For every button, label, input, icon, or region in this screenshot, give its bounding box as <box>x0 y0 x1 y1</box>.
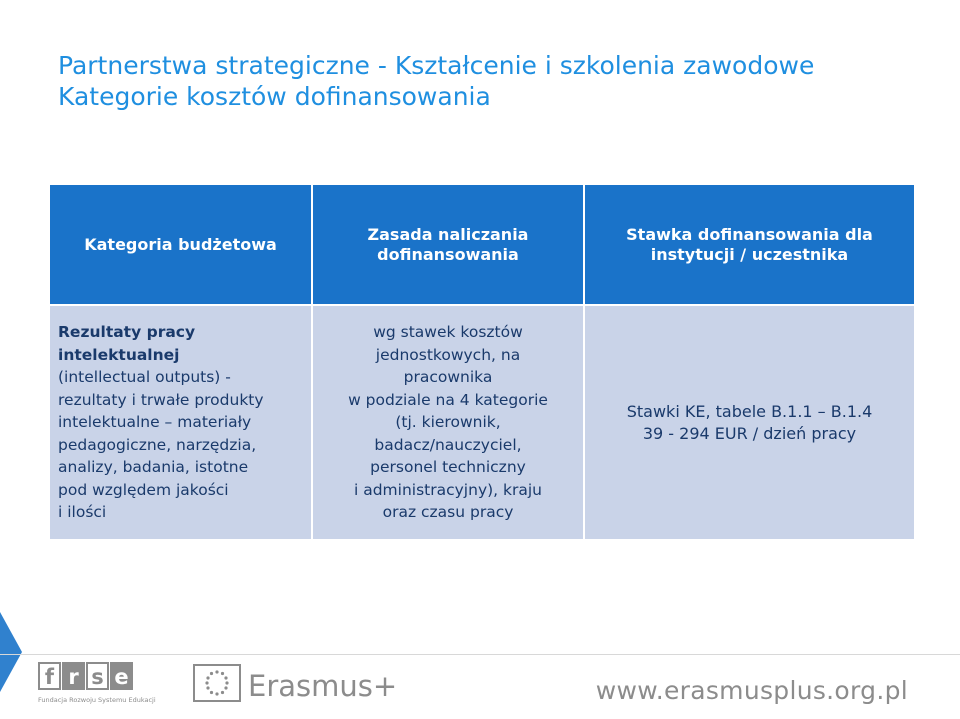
frse-logo <box>38 662 156 714</box>
website-url: www.erasmusplus.org.pl <box>595 676 908 705</box>
footer-divider <box>0 654 960 655</box>
cell-unit-cost-rule: wg stawek kosztów jednostkowych, na pracownika w podziale na 4 kategorie (tj. kierownik, badacz/nauczyciel, personel techniczny i administracyjny), kraju oraz czasu pracy <box>313 306 585 541</box>
eu-flag-icon <box>193 664 241 702</box>
header-budget-category: Kategoria budżetowa <box>50 185 313 306</box>
title-line-2: Kategorie kosztów dofinansowania <box>58 82 491 111</box>
title-line-1: Partnerstwa strategiczne - Kształcenie i szkolenia zawodowe <box>58 51 815 80</box>
frse-letter-e: e <box>110 662 133 690</box>
decorative-triangle <box>0 612 22 692</box>
erasmus-plus-logo: Erasmus+ <box>248 669 398 703</box>
frse-caption: Fundacja Rozwoju Systemu Edukacji <box>38 696 156 704</box>
slide-title <box>58 50 814 112</box>
frse-letter-s: s <box>86 662 109 690</box>
header-funding-rate: Stawka dofinansowania dla instytucji / uczestnika <box>585 185 914 306</box>
frse-letter-r: r <box>62 662 85 690</box>
eu-stars-icon <box>195 666 239 700</box>
cell-intellectual-outputs: Rezultaty pracy intelektualnej (intellectual outputs) - rezultaty i trwałe produkty intelektualne – materiały pedagogiczne, narzędzia, analizy, badania, istotne pod względem jakości i ilości <box>50 306 313 541</box>
cell-rate-values: Stawki KE, tabele B.1.1 – B.1.4 39 - 294 EUR / dzień pracy <box>585 306 914 541</box>
cost-categories-table <box>50 185 914 541</box>
header-funding-rule: Zasada naliczania dofinansowania <box>313 185 585 306</box>
frse-letter-f: f <box>38 662 61 690</box>
